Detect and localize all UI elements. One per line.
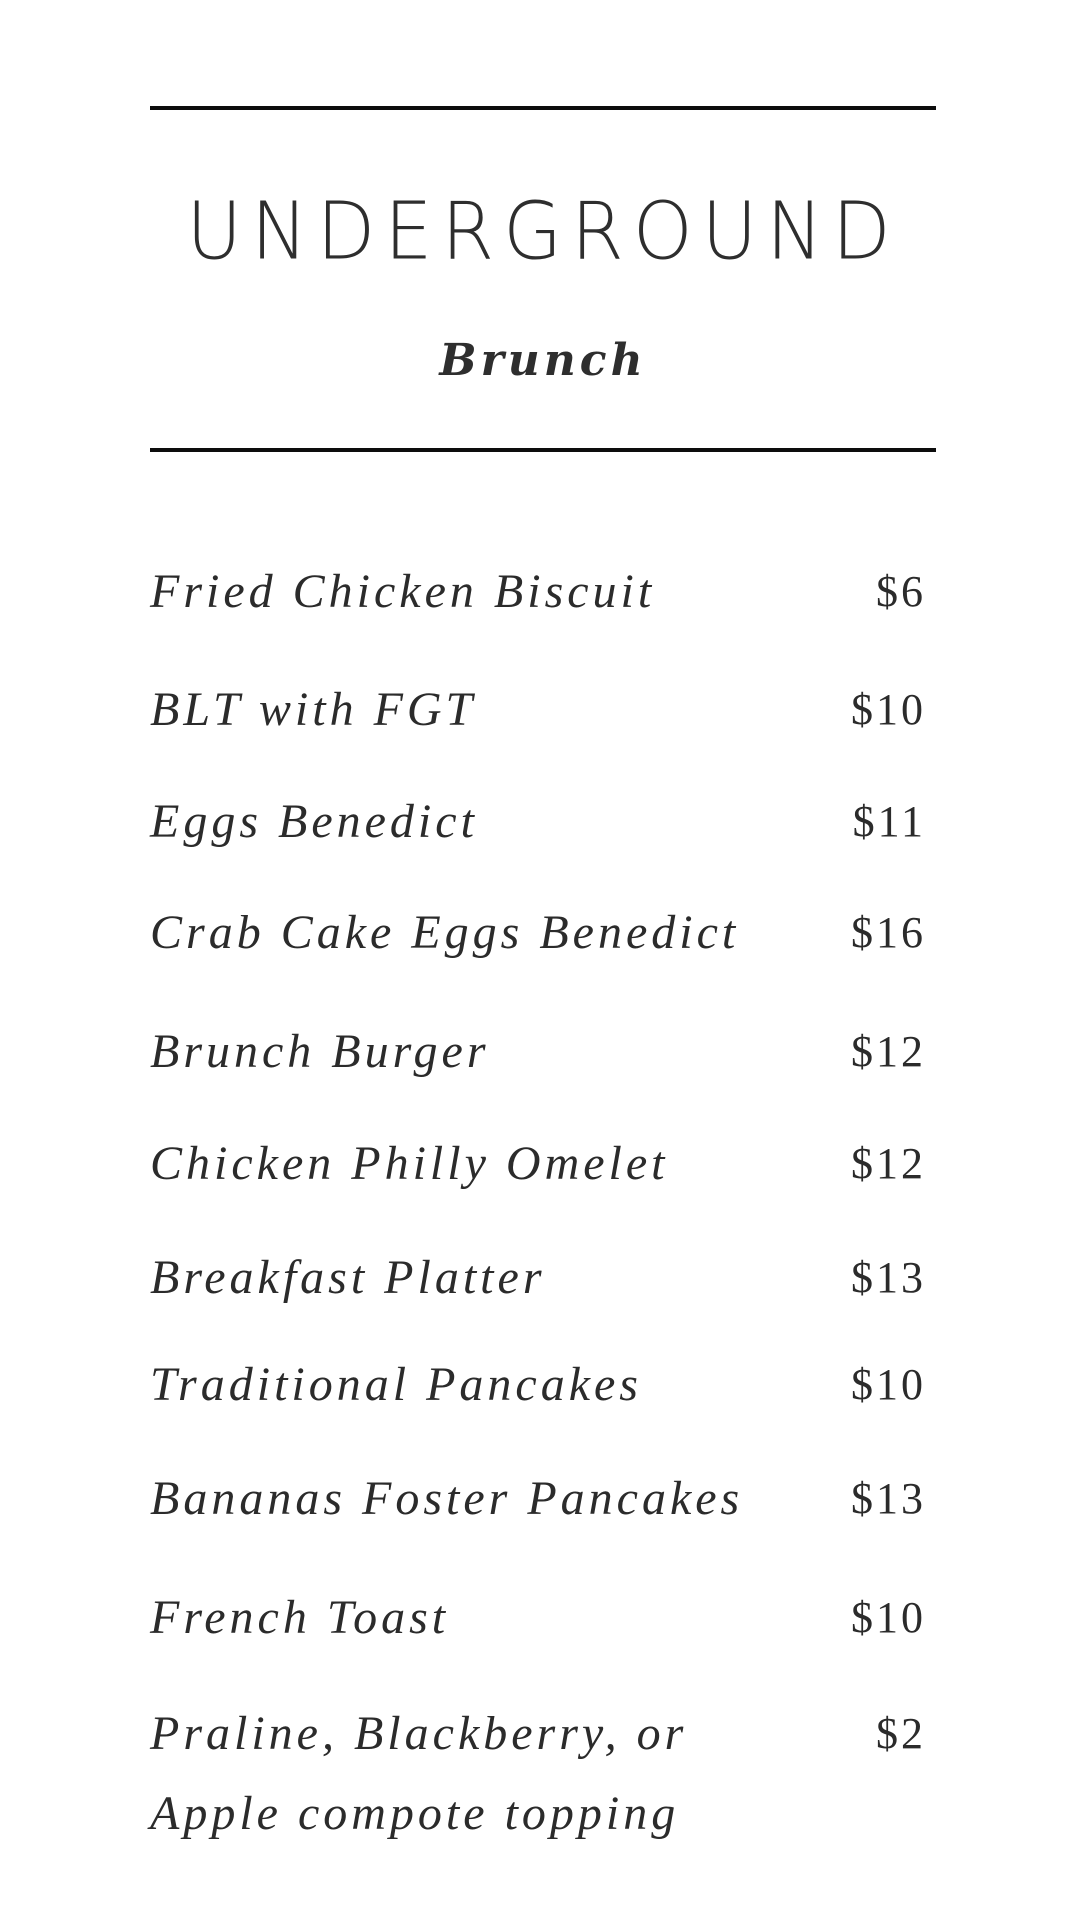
restaurant-name: UNDERGROUND: [186, 183, 900, 278]
item-name: Chicken Philly Omelet: [150, 1137, 669, 1190]
item-name: Brunch Burger: [150, 1025, 490, 1078]
item-price: $13: [851, 1253, 926, 1302]
header-divider: [150, 448, 936, 452]
item-name: Breakfast Platter: [150, 1251, 546, 1304]
item-price: $10: [851, 685, 926, 734]
top-divider: [150, 106, 936, 110]
item-price: $12: [851, 1027, 926, 1076]
item-price: $2: [876, 1709, 926, 1758]
item-name: Fried Chicken Biscuit: [150, 565, 656, 618]
item-price: $16: [851, 908, 926, 957]
item-name: Eggs Benedict: [150, 795, 478, 848]
item-price: $11: [852, 797, 926, 846]
item-name: French Toast: [150, 1591, 450, 1644]
item-name: BLT with FGT: [150, 683, 477, 736]
item-name: Bananas Foster Pancakes: [150, 1472, 744, 1525]
item-price: $12: [851, 1139, 926, 1188]
item-price: $13: [851, 1474, 926, 1523]
menu-title: Brunch: [439, 335, 647, 386]
item-name: Praline, Blackberry, or Apple compote topping: [150, 1707, 688, 1840]
item-price: $10: [851, 1360, 926, 1409]
item-price: $6: [876, 567, 926, 616]
item-name: Traditional Pancakes: [150, 1358, 642, 1411]
item-name: Crab Cake Eggs Benedict: [150, 906, 740, 959]
item-price: $10: [851, 1593, 926, 1642]
